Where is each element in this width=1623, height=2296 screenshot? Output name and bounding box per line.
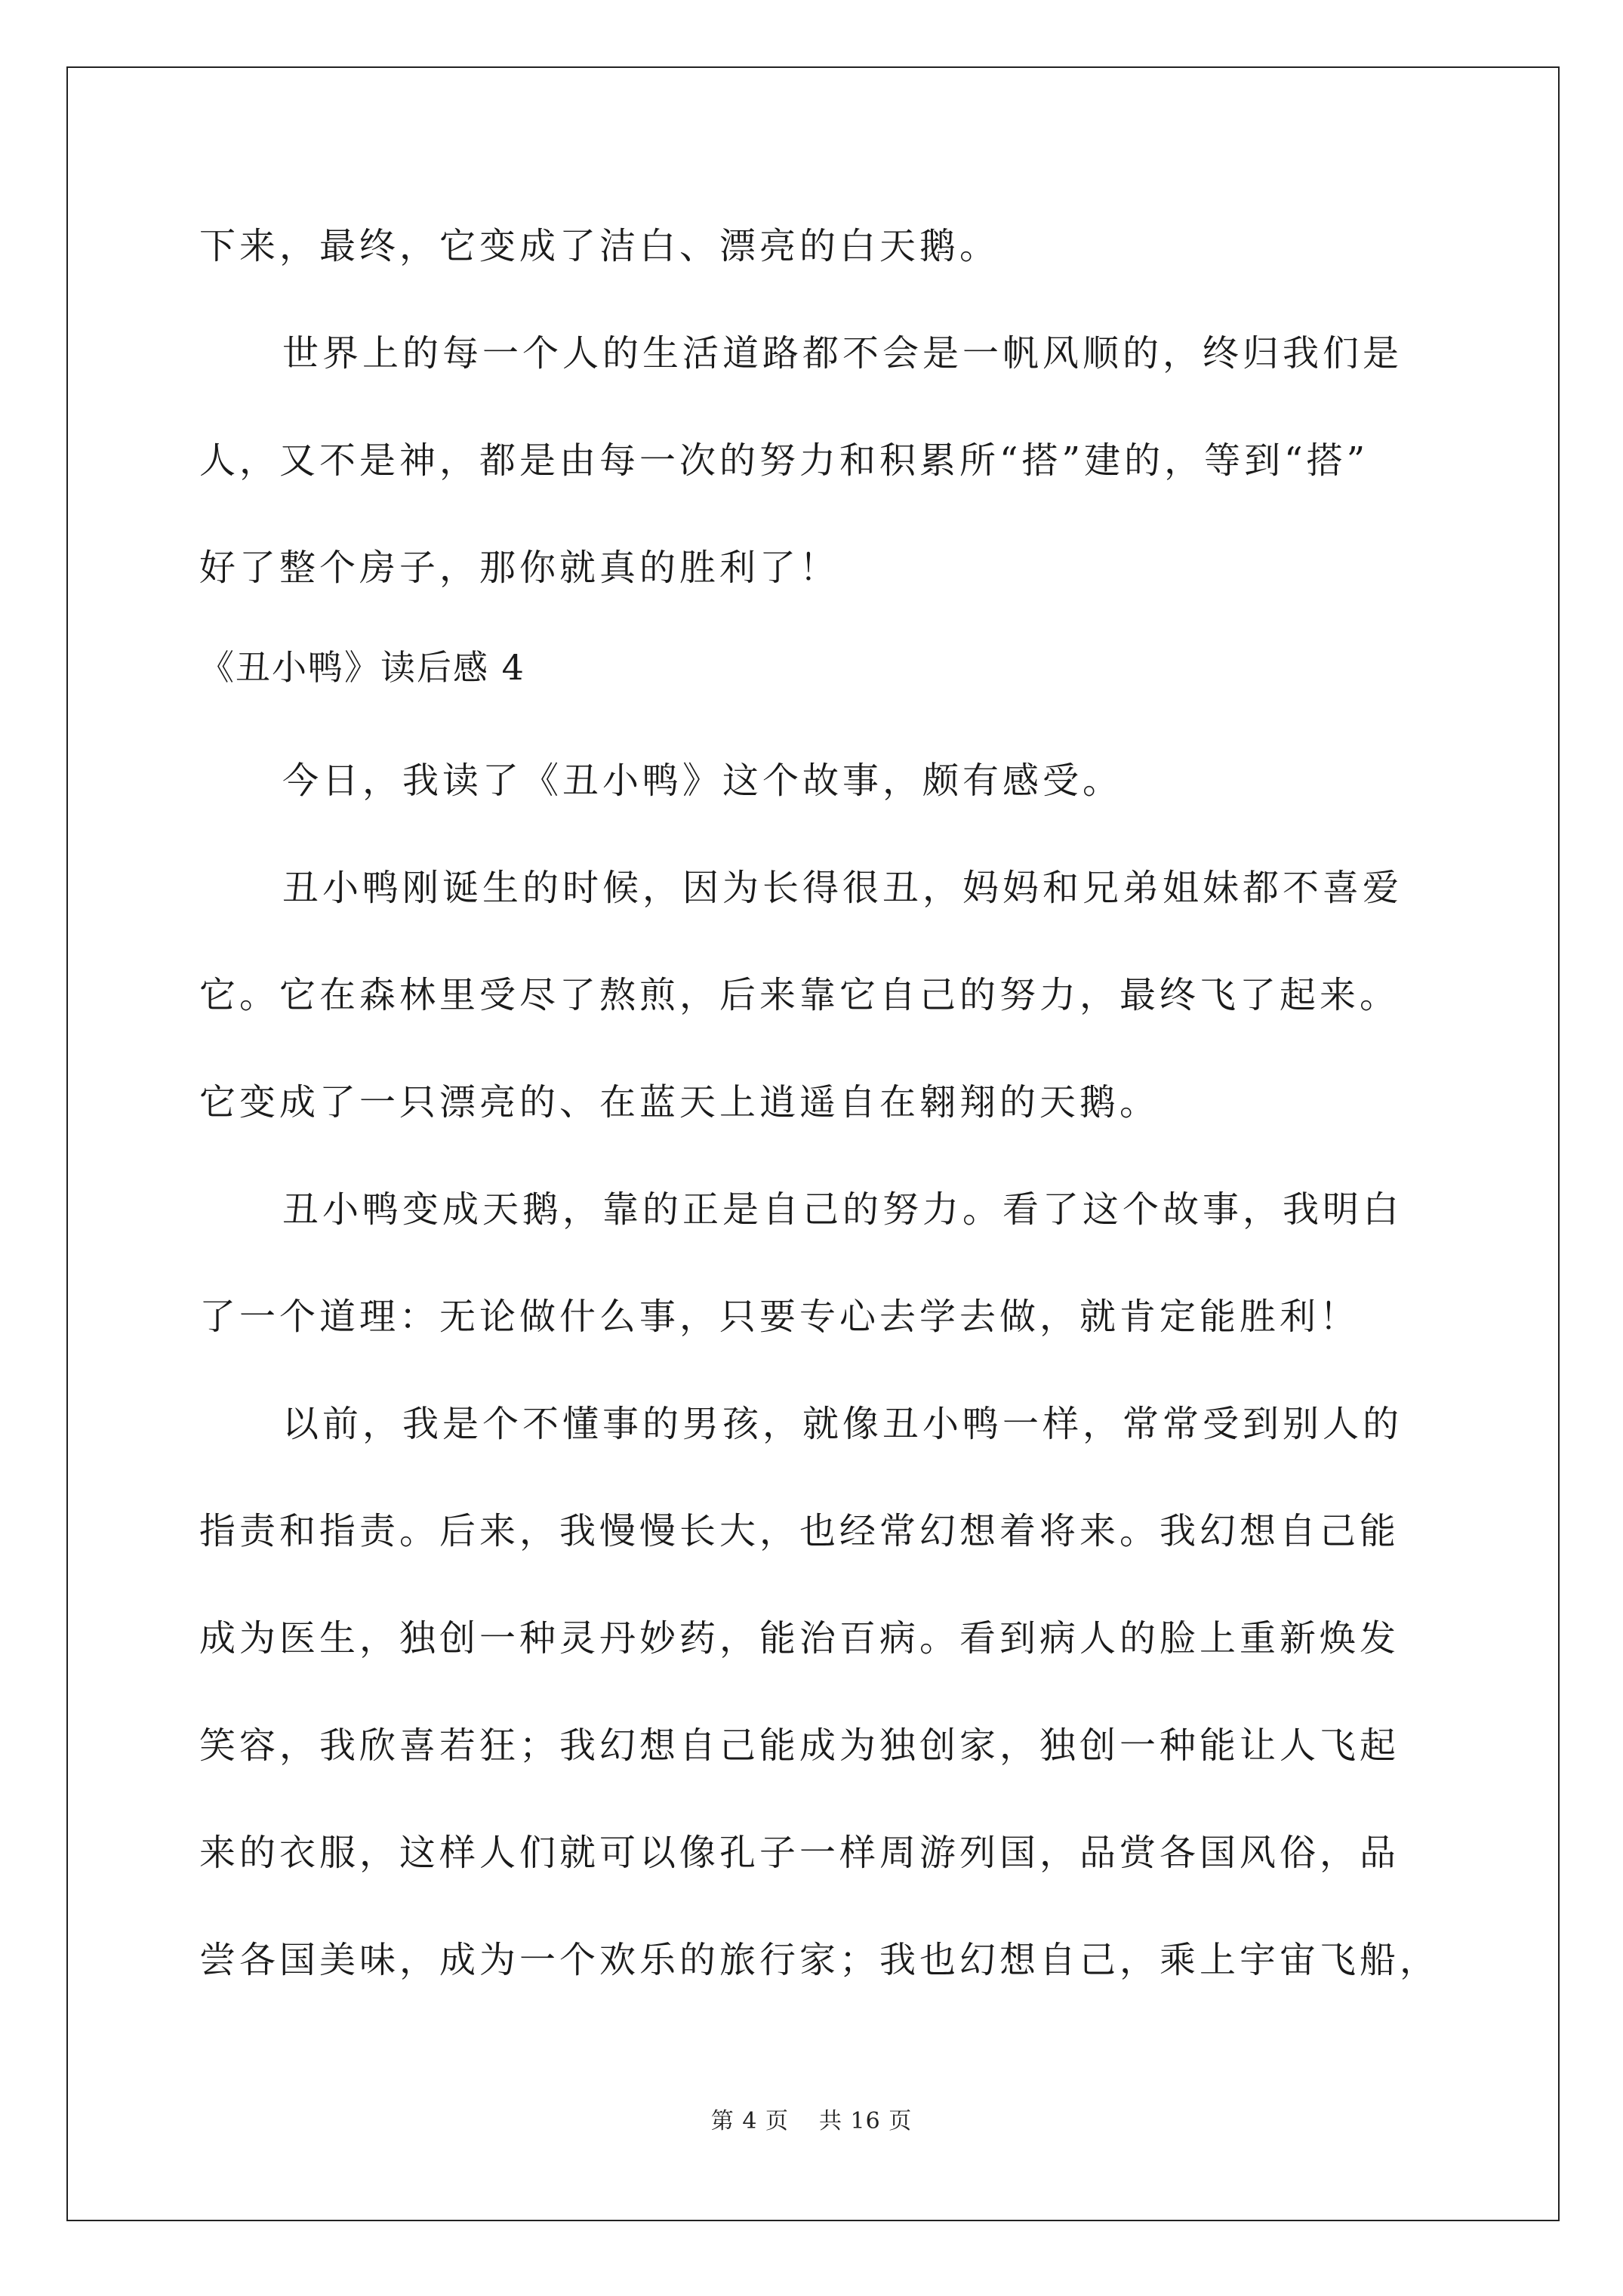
paragraph-line: 了一个道理：无论做什么事，只要专心去学去做，就肯定能胜利！ [199,1296,1360,1338]
page-total: 共 16 页 [818,2108,913,2134]
paragraph-line: 今日，我读了《丑小鸭》这个故事，颇有感受。 [282,760,1123,802]
paragraph-line: 以前，我是个不懂事的男孩，就像丑小鸭一样，常常受到别人的 [282,1403,1403,1445]
paragraph-line: 人，又不是神，都是由每一次的努力和积累所“搭”建的，等到“搭” [199,439,1369,482]
paragraph-line: 笑容，我欣喜若狂；我幻想自己能成为独创家，独创一种能让人飞起 [199,1724,1400,1767]
paragraph-line: 来的衣服，这样人们就可以像孔子一样周游列国，品赏各国风俗，品 [199,1832,1400,1874]
paragraph-line: 尝各国美味，成为一个欢乐的旅行家；我也幻想自己，乘上宇宙飞船， [199,1939,1440,1981]
paragraph-line: 丑小鸭刚诞生的时候，因为长得很丑，妈妈和兄弟姐妹都不喜爱 [282,867,1403,909]
page-number: 第 4 页 [710,2108,789,2134]
document-body [199,216,1440,2037]
paragraph-line: 世界上的每一个人的生活道路都不会是一帆风顺的，终归我们是 [282,332,1403,374]
paragraph-line: 它变成了一只漂亮的、在蓝天上逍遥自在翱翔的天鹅。 [199,1081,1160,1123]
paragraph-line: 指责和指责。后来，我慢慢长大，也经常幻想着将来。我幻想自己能 [199,1510,1400,1552]
paragraph-line: 丑小鸭变成天鹅，靠的正是自己的努力。看了这个故事，我明白 [282,1188,1403,1231]
page-footer [0,2102,1623,2135]
paragraph-line: 它。它在森林里受尽了熬煎，后来靠它自己的努力，最终飞了起来。 [199,974,1400,1016]
section-heading: 《丑小鸭》读后感 4 [199,647,525,688]
paragraph-line: 下来，最终，它变成了洁白、漂亮的白天鹅。 [199,225,1000,267]
paragraph-line: 成为医生，独创一种灵丹妙药，能治百病。看到病人的脸上重新焕发 [199,1617,1400,1660]
paragraph-line: 好了整个房子，那你就真的胜利了！ [199,547,840,589]
